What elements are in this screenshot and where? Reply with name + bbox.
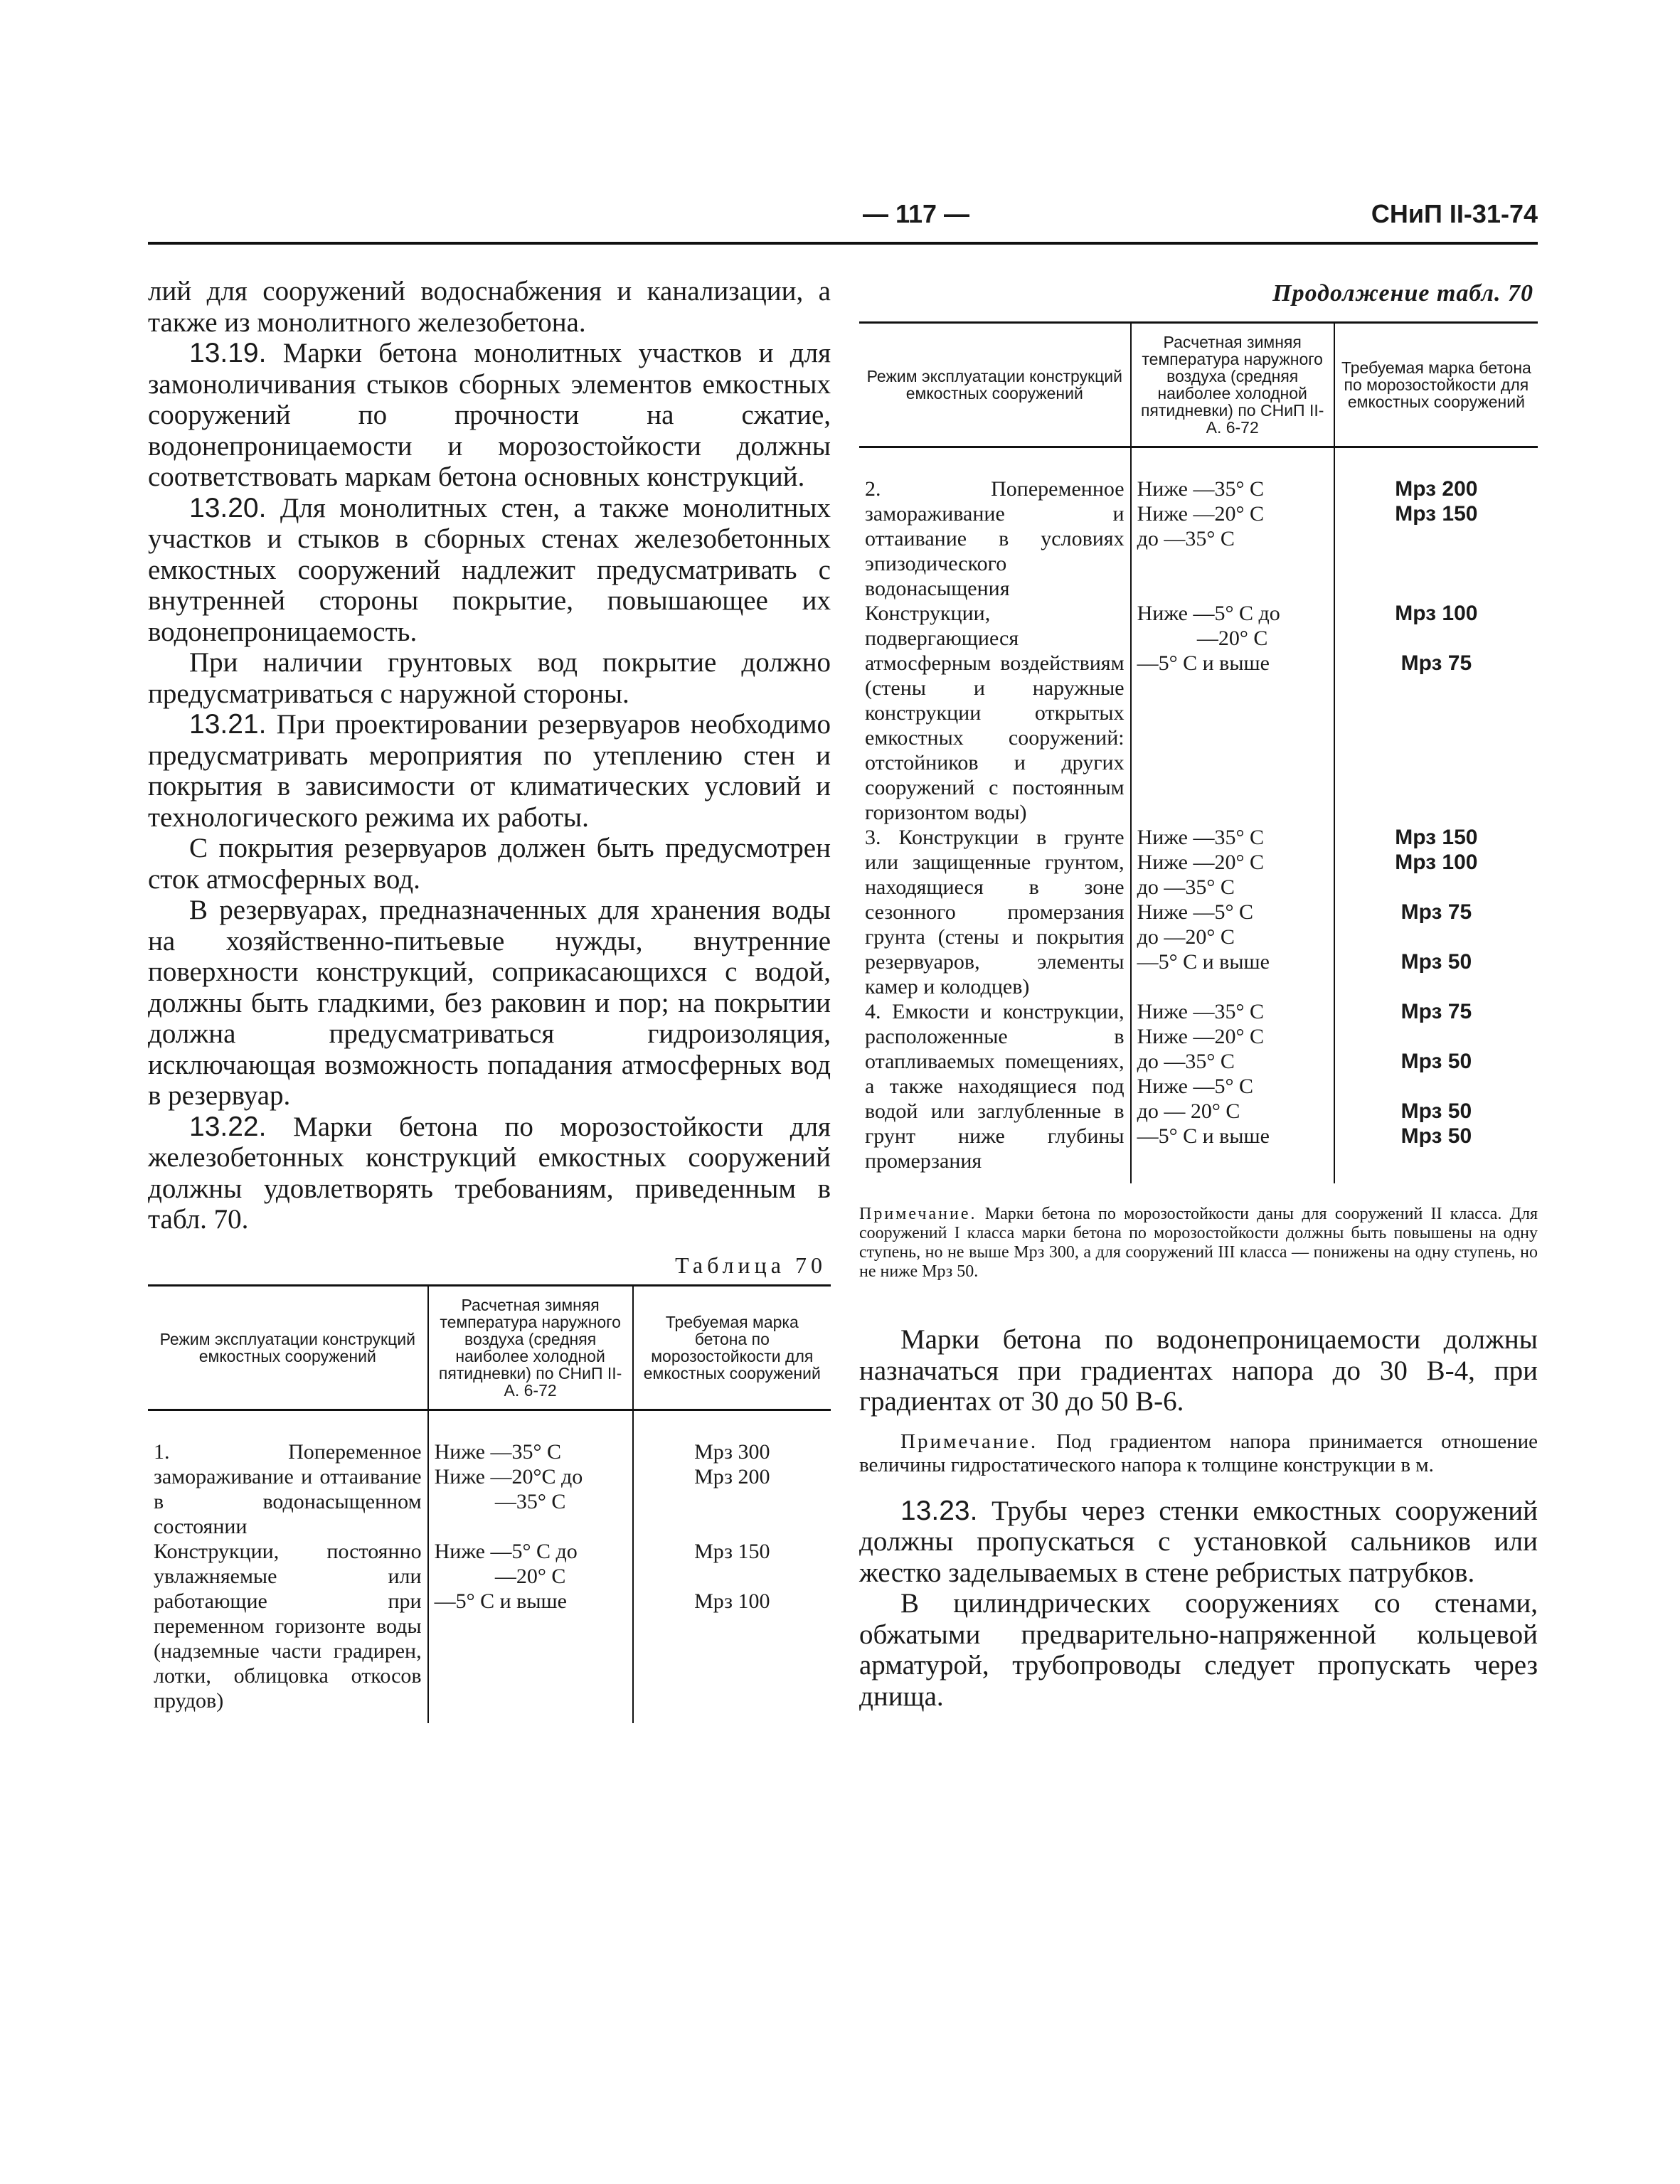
temperature-line: Ниже —35° С — [1137, 477, 1264, 501]
table-header-row — [148, 1285, 831, 1410]
temperature-line: Ниже —20°С до — [434, 1464, 583, 1488]
temperature-line: Ниже —5° С до — [434, 1539, 578, 1563]
temperature-cell — [428, 1539, 633, 1723]
clause-number: 13.19. — [189, 338, 267, 368]
frost-mark: Мрз 75 — [1400, 1000, 1472, 1023]
paragraph-cylindrical: В цилиндрических сооружениях со стенами, обжатыми предварительно-напряженной кольцевой арматурой, трубопроводы следует пропускать через днища. — [859, 1588, 1538, 1712]
temperature-cell — [1131, 999, 1334, 1183]
frost-mark: Мрз 50 — [1400, 1099, 1472, 1123]
frost-mark-cell — [1334, 825, 1538, 999]
temperature-line: Ниже —5° С — [1137, 1075, 1253, 1098]
temperature-line: Ниже —20° С — [1137, 502, 1264, 526]
table-row — [148, 1539, 831, 1723]
frost-mark: Мрз 75 — [1400, 900, 1472, 924]
frost-mark: Мрз 100 — [1395, 851, 1478, 874]
table-row — [148, 1410, 831, 1539]
spacer — [1341, 626, 1532, 651]
table-row — [859, 825, 1538, 999]
table-row — [859, 999, 1538, 1183]
temperature-line: —5° С и выше — [1137, 651, 1270, 675]
clause-text: Марки бетона монолитных участков и для замоноличивания стыков сборных элементов емкостных сооружений по прочности на сжатие, водонепроницаемости и морозостойкости должны соответствовать маркам бетона основных конструкций. — [148, 338, 831, 492]
temperature-line: —5° С и выше — [1137, 1124, 1270, 1148]
page-number: — 117 — — [862, 199, 970, 228]
header-rule — [148, 242, 1538, 245]
temperature-line: Ниже —5° С до — [1137, 602, 1280, 625]
clause-text: При проектировании резервуаров необходимо предусматривать мероприятия по утеплению стен и покрытия в зависимости от климатических условий и технологического режима их работы. — [148, 709, 831, 833]
spacer — [1341, 1024, 1532, 1049]
temperature-cell — [1131, 825, 1334, 999]
temperature-line: до —35° С — [1137, 527, 1235, 550]
clause-number: 13.22. — [189, 1111, 267, 1142]
clause-number: 13.23. — [900, 1495, 978, 1526]
regime-cell: 2. Попеременное замораживание и оттаивание в условиях эпизодического водонасыщения — [865, 477, 1125, 600]
clause-13-20 — [148, 493, 831, 648]
table-70 — [148, 1284, 831, 1723]
temperature-line: Ниже —20° С — [1137, 851, 1264, 874]
header-regime: Режим эксплуатации конструкций емкостных сооружений — [859, 323, 1131, 447]
frost-mark: Мрз 150 — [694, 1539, 770, 1563]
temperature-line: до —20° С — [1137, 925, 1235, 949]
temperature-line: Ниже —35° С — [434, 1439, 561, 1464]
temperature-line: Ниже —35° С — [1137, 826, 1264, 849]
note-text: Марки бетона по морозостойкости даны для сооружений II класса. Для сооружений I класса марки бетона по морозостойкости должны быть повышены на одну ступень, но не выше Мрз 300, а для сооружений III класса — понижены на одну ступень, но не ниже Мрз 50. — [859, 1205, 1538, 1281]
spacer — [639, 1564, 825, 1589]
clause-number: 13.20. — [189, 492, 267, 523]
header-frost-mark: Требуемая марка бетона по морозостойкости для емкостных сооружений — [633, 1285, 831, 1410]
frost-mark: Мрз 150 — [1395, 502, 1478, 526]
note-label: Примечание. — [859, 1205, 977, 1223]
spacer — [1341, 925, 1532, 949]
frost-mark-cell — [1334, 999, 1538, 1183]
table-continuation-caption: Продолжение табл. 70 — [1272, 280, 1533, 307]
frost-mark-cell — [1334, 601, 1538, 825]
paragraph-drainage: С покрытия резервуаров должен быть предусмотрен сток атмосферных вод. — [148, 833, 831, 895]
frost-mark-cell — [633, 1539, 831, 1723]
clause-13-23 — [859, 1496, 1538, 1589]
gradient-note — [859, 1430, 1538, 1477]
clause-13-21 — [148, 709, 831, 833]
clause-text: Для монолитных стен, а также монолитных участков и стыков в сборных стенах железобетонных емкостных сооружений надлежит предусматривать с внутренней стороны покрытие, повышающее их водонепроницаемость. — [148, 492, 831, 647]
frost-mark: Мрз 50 — [1400, 950, 1472, 974]
paragraph-water-resistance: Марки бетона по водонепроницаемости должны назначаться при градиентах напора до 30 В-4, при градиентах от 30 до 50 В-6. — [859, 1324, 1538, 1417]
temperature-cell — [1131, 447, 1334, 602]
temperature-line: до —35° С — [1137, 875, 1235, 899]
right-column — [859, 276, 1538, 1712]
temperature-line: —5° С и выше — [1137, 950, 1270, 974]
frost-mark: Мрз 75 — [1400, 651, 1472, 675]
frost-mark-cell — [633, 1410, 831, 1539]
document-code: СНиП II-31-74 — [1371, 199, 1538, 228]
frost-mark: Мрз 50 — [1400, 1124, 1472, 1148]
header-frost-mark: Требуемая марка бетона по морозостойкости для емкостных сооружений — [1334, 323, 1538, 447]
frost-mark: Мрз 300 — [694, 1439, 770, 1464]
temperature-cell — [1131, 601, 1334, 825]
table-note — [859, 1205, 1538, 1282]
clause-text: Трубы через стенки емкостных сооружений должны пропускаться с установкой сальников или жестко заделываемых в стене ребристых патрубков. — [859, 1495, 1538, 1588]
spacer — [1341, 875, 1532, 900]
regime-cell: 3. Конструкции в грунте или защищенные грунтом, находящиеся в зоне сезонного промерзания грунта (стены и покрытия резервуаров, элементы камер и колодцев) — [865, 826, 1125, 998]
note-label: Примечание. — [900, 1429, 1038, 1453]
clause-13-22 — [148, 1112, 831, 1235]
regime-cell: Конструкции, постоянно увлажняемые или работающие при переменном горизонте воды (надземные части градирен, лотки, облицовка откосов прудов) — [154, 1539, 422, 1712]
frost-mark-cell — [1334, 447, 1538, 602]
paragraph-continuation: лий для сооружений водоснабжения и канализации, а также из монолитного железобетона. — [148, 276, 831, 338]
temperature-line: —5° С и выше — [434, 1589, 567, 1613]
regime-cell: 4. Емкости и конструкции, расположенные в отапливаемых помещениях, а также находящиеся под водой или заглубленные в грунт ниже глубины промерзания — [865, 1000, 1125, 1173]
temperature-line: до —35° С — [1137, 1050, 1235, 1073]
note-text: Под градиентом напора принимается отношение величины гидростатического напора к толщине конструкции в м. — [859, 1429, 1538, 1476]
temperature-line: Ниже —20° С — [1137, 1025, 1264, 1048]
table-row — [859, 601, 1538, 825]
header-regime: Режим эксплуатации конструкций емкостных сооружений — [148, 1285, 428, 1410]
temperature-cell — [428, 1410, 633, 1539]
table-row — [859, 447, 1538, 602]
header-temperature: Расчетная зимняя температура наружного воздуха (средняя наиболее холодной пятидневки) по СНиП II-А. 6-72 — [1131, 323, 1334, 447]
frost-mark: Мрз 100 — [1395, 602, 1478, 625]
temperature-line: —20° С — [494, 1564, 566, 1588]
paragraph-drinking-water: В резервуарах, предназначенных для хранения воды на хозяйственно-питьевые нужды, внутренние поверхности конструкций, соприкасающихся с водой, должны быть гладкими, без раковин и пор; на покрытии должна предусматриваться гидроизоляция, исключающая возможность попадания атмосферных вод в резервуар. — [148, 895, 831, 1111]
temperature-line: Ниже —5° С — [1137, 900, 1253, 924]
frost-mark: Мрз 50 — [1400, 1050, 1472, 1073]
temperature-line: —20° С — [1196, 627, 1268, 650]
clause-13-19 — [148, 338, 831, 493]
temperature-line: —35° С — [494, 1489, 566, 1513]
regime-cell: 1. Попеременное замораживание и оттаивание в водонасыщенном состоянии — [154, 1439, 422, 1538]
clause-text: Марки бетона по морозостойкости для железобетонных конструкций емкостных сооружений должны удовлетворять требованиям, приведенным в табл. 70. — [148, 1111, 831, 1235]
temperature-line: Ниже —35° С — [1137, 1000, 1264, 1023]
frost-mark: Мрз 100 — [694, 1589, 770, 1613]
frost-mark: Мрз 200 — [1395, 477, 1478, 501]
left-column — [148, 276, 831, 1723]
frost-mark: Мрз 200 — [694, 1464, 770, 1488]
frost-mark: Мрз 150 — [1395, 826, 1478, 849]
temperature-line: до — 20° С — [1137, 1099, 1240, 1123]
spacer — [1341, 1074, 1532, 1099]
paragraph-groundwater: При наличии грунтовых вод покрытие должно предусматриваться с наружной стороны. — [148, 647, 831, 709]
regime-cell: Конструкции, подвергающиеся атмосферным воздействиям (стены и наружные конструкции открытых емкостных сооружений: отстойников и других сооружений с постоянным горизонтом воды) — [865, 602, 1125, 824]
header-temperature: Расчетная зимняя температура наружного воздуха (средняя наиболее холодной пятидневки) по СНиП II-А. 6-72 — [428, 1285, 633, 1410]
table-70-continued — [859, 321, 1538, 1183]
table-header-row — [859, 323, 1538, 447]
table-caption: Таблица 70 — [675, 1252, 826, 1278]
clause-number: 13.21. — [189, 709, 267, 740]
